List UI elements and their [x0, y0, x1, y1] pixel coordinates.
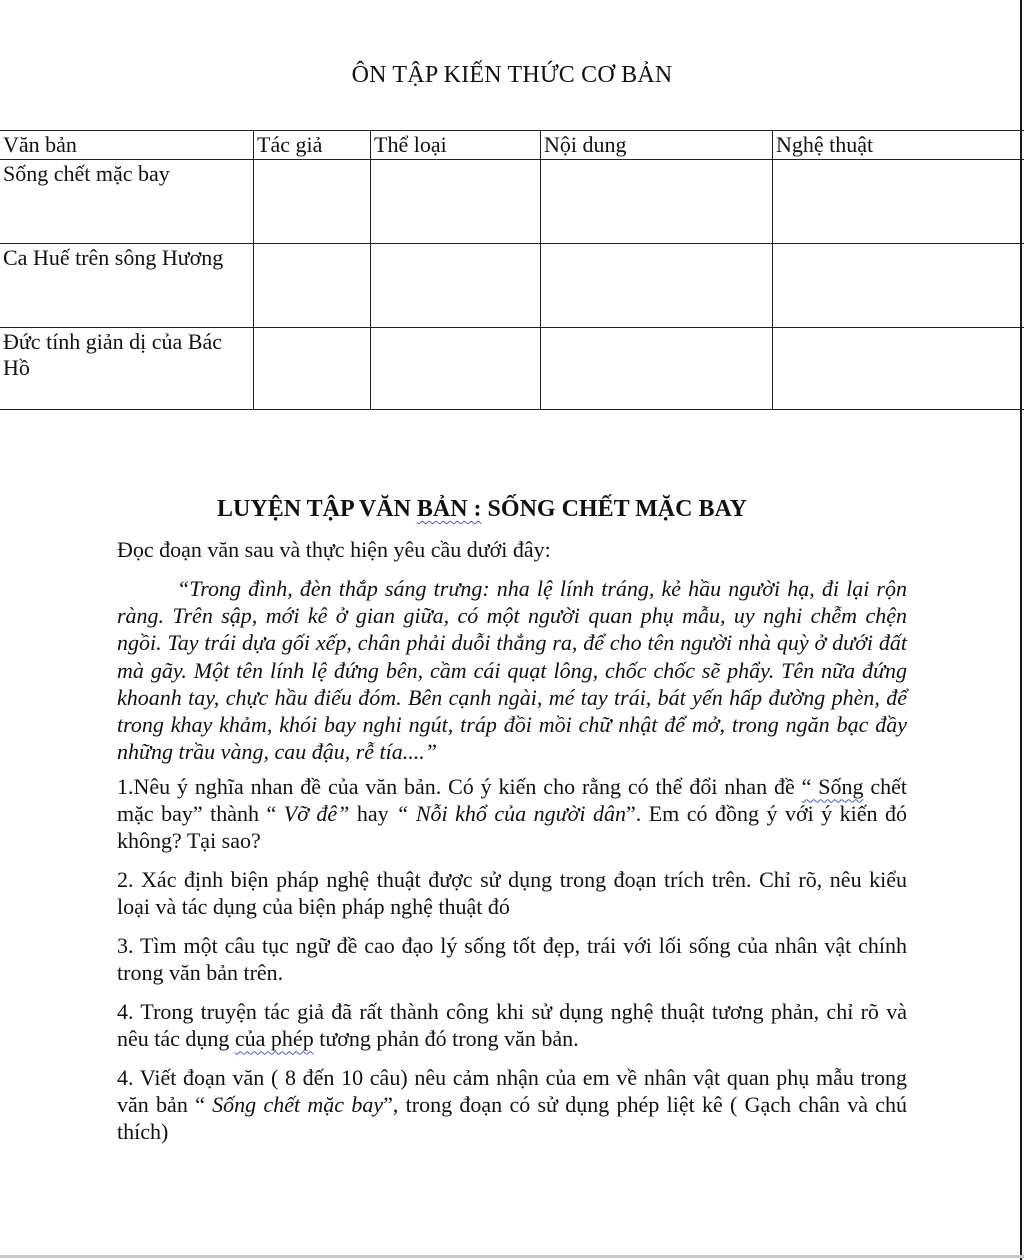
heading-spellcheck-word: BẢN : [416, 496, 482, 522]
question-2: 2. Xác định biện pháp nghệ thuật được sử dụng trong đoạn trích trên. Chỉ rõ, nêu kiểu loại và tác dụng của biện pháp nghệ thuật đó [117, 867, 907, 920]
heading-part-3: SỐNG CHẾT MẶC BAY [481, 496, 747, 522]
cell-art[interactable] [773, 160, 1024, 244]
question-5 [117, 1064, 907, 1145]
q5-text-c: ”, trong đoạn có sử dụng phép liệt kê ( Gạch chân và chú thích) [117, 1092, 908, 1145]
table-row [0, 160, 1024, 244]
cell-text-title: Sống chết mặc bay [0, 160, 254, 244]
q1-text-c: chết mặc bay” thành “ [117, 774, 908, 827]
q1-text-g: ”. Em có đồng ý với ý kiến đó không? Tại sao? [117, 801, 908, 854]
review-table [0, 130, 1024, 410]
q1-italic-title-1: Vỡ đê” [283, 801, 350, 827]
cell-art[interactable] [773, 244, 1024, 328]
header-noi-dung: Nội dung [541, 131, 773, 160]
question-3: 3. Tìm một câu tục ngữ đề cao đạo lý sống tốt đẹp, trái với lối sống của nhân vật chính trong văn bản trên. [117, 933, 907, 986]
exercise-content [117, 536, 907, 1157]
q1-italic-title-2: “ Nỗi khổ của người dân [396, 801, 626, 827]
q5-italic-title: Sống chết mặc bay [212, 1092, 384, 1118]
table-header-row [0, 131, 1024, 160]
cell-author[interactable] [254, 160, 371, 244]
table-row [0, 244, 1024, 328]
heading-part-1: LUYỆN TẬP VĂN [217, 496, 417, 522]
header-tac-gia: Tác giả [254, 131, 371, 160]
q4-text-c: tương phản đó trong văn bản. [313, 1026, 579, 1052]
page-border-bottom [0, 1255, 1024, 1258]
section-heading [0, 496, 964, 523]
question-1 [117, 773, 907, 854]
cell-text-title: Đức tính giản dị của Bác Hồ [0, 328, 254, 410]
cell-content[interactable] [541, 328, 773, 410]
instruction-text: Đọc đoạn văn sau và thực hiện yêu cầu dưới đây: [117, 537, 551, 562]
q1-text-e: hay [349, 801, 397, 827]
cell-genre[interactable] [371, 160, 541, 244]
cell-genre[interactable] [371, 244, 541, 328]
cell-content[interactable] [541, 244, 773, 328]
cell-art[interactable] [773, 328, 1024, 410]
q4-spellcheck-word: của phép [234, 1026, 314, 1052]
q5-text-a: 4. Viết đoạn văn ( 8 đến 10 câu) nêu cảm nhận của em về nhân vật quan phụ mẫu trong văn bản “ [117, 1065, 907, 1118]
header-van-ban: Văn bản [0, 131, 254, 160]
cell-text-title: Ca Huế trên sông Hương [0, 244, 254, 328]
cell-author[interactable] [254, 328, 371, 410]
cell-author[interactable] [254, 244, 371, 328]
question-4 [117, 998, 907, 1052]
cell-genre[interactable] [371, 328, 541, 410]
q1-spellcheck-word: “ Sống [801, 774, 864, 800]
quoted-passage: “Trong đình, đèn thắp sáng trưng: nha lệ lính tráng, kẻ hầu người hạ, đi lại rộn ràng. Trên sập, mới kê ở gian giữa, có một người quan phụ mẫu, uy nghi chễm chện ngồi. Tay trái dựa gối xếp, chân phải duỗi thẳng ra, để cho tên người nhà quỳ ở dưới đất mà gãy. Một tên lính lệ đứng bên, cầm cái quạt lông, chốc chốc sẽ phẩy. Tên nữa đứng khoanh tay, chực hầu điếu đóm. Bên cạnh ngài, mé tay trái, bát yến hấp đường phèn, để trong khay khảm, khói bay nghi ngút, tráp đồi mồi chữ nhật để mở, trong ngăn bạc đầy những trầu vàng, cau đậu, rễ tía....” [117, 576, 907, 765]
q4-text-a: 4. Trong truyện tác giả đã rất thành công khi sử dụng nghệ thuật tương phản, chỉ rõ và nêu tác dụng [117, 999, 907, 1052]
header-nghe-thuat: Nghệ thuật [773, 131, 1024, 160]
table-row [0, 328, 1024, 410]
cell-content[interactable] [541, 160, 773, 244]
q1-text-a: 1.Nêu ý nghĩa nhan đề của văn bản. Có ý kiến cho rằng có thể đổi nhan đề [117, 774, 802, 800]
header-the-loai: Thể loại [371, 131, 541, 160]
page-title: ÔN TẬP KIẾN THỨC CƠ BẢN [351, 62, 673, 88]
